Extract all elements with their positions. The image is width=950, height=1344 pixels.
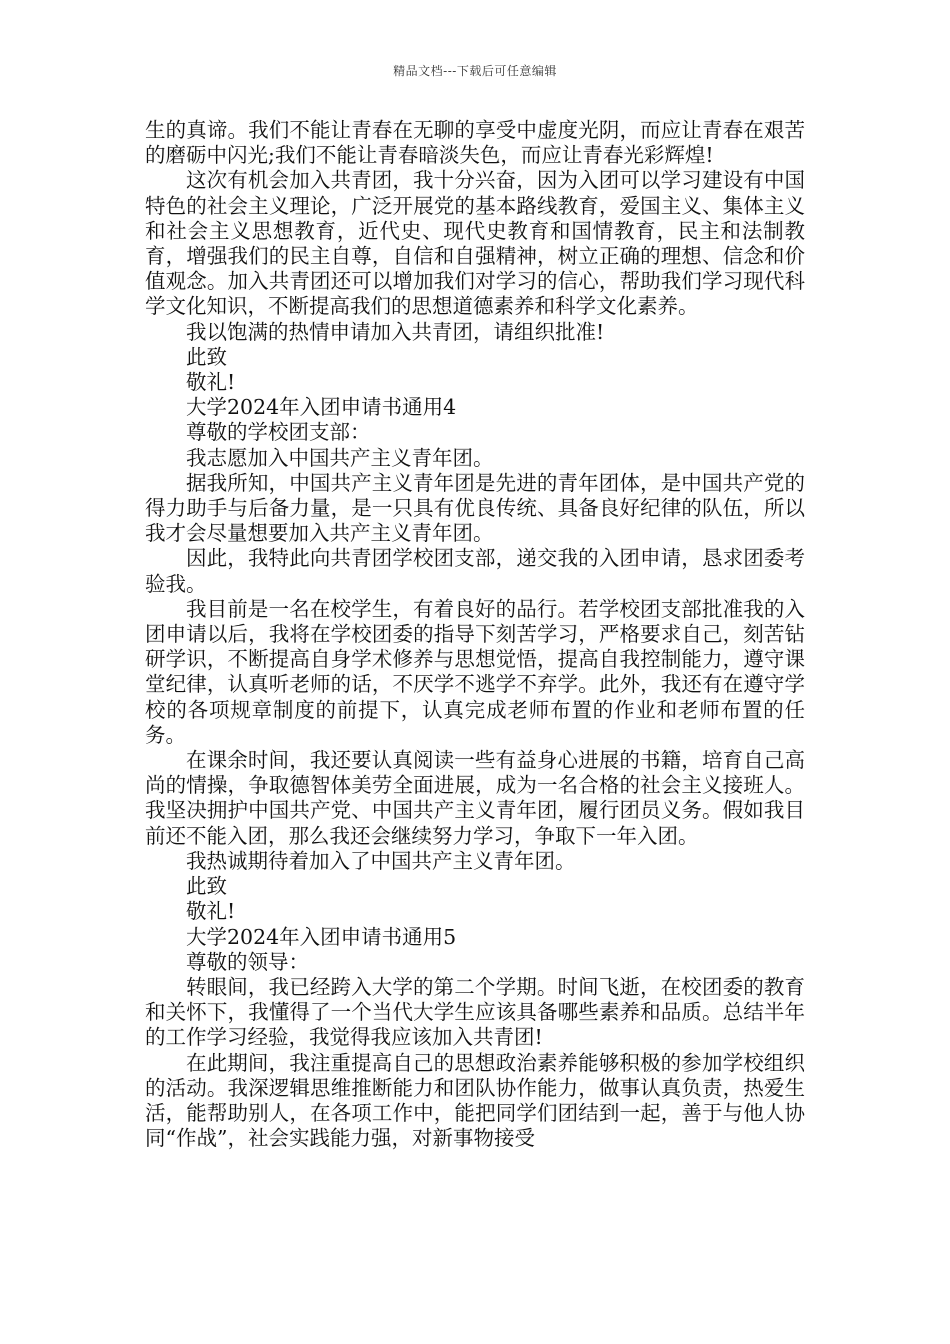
page-header: 精品文档---下载后可任意编辑 <box>393 64 557 78</box>
paragraph: 因此，我特此向共青团学校团支部，递交我的入团申请，恳求团委考验我。 <box>145 546 805 596</box>
paragraph: 我目前是一名在校学生，有着良好的品行。若学校团支部批准我的入团申请以后，我将在学校团委的指导下刻苦学习，严格要求自己，刻苦钻研学识，不断提高自身学术修养与思想觉悟，提高自我控制能力，遵守课堂纪律，认真听老师的话，不厌学不逃学不弃学。此外，我还有在遵守学校的各项规章制度的前提下，认真完成老师布置的作业和老师布置的任务。 <box>145 596 805 747</box>
paragraph: 在此期间，我注重提高自己的思想政治素养能够积极的参加学校组织的活动。我深逻辑思维推断能力和团队协作能力，做事认真负责，热爱生活，能帮助别人，在各项工作中，能把同学们团结到一起，善于与他人协同“作战”，社会实践能力强，对新事物接受 <box>145 1050 805 1151</box>
paragraph: 我热诚期待着加入了中国共产主义青年团。 <box>186 848 576 873</box>
closing-regards: 敬礼! <box>186 899 236 924</box>
document-body <box>145 118 805 1151</box>
paragraph: 这次有机会加入共青团，我十分兴奋，因为入团可以学习建设有中国特色的社会主义理论，广泛开展党的基本路线教育，爱国主义、集体主义和社会主义思想教育，近代史、现代史教育和国情教育，民主和法制教育，增强我们的民主自尊，自信和自强精神，树立正确的理想、信念和价值观念。加入共青团还可以增加我们对学习的信心，帮助我们学习现代科学文化知识，不断提高我们的思想道德素养和科学文化素养。 <box>145 168 805 319</box>
greeting: 尊敬的领导： <box>186 949 309 974</box>
paragraph: 生的真谛。我们不能让青春在无聊的享受中虚度光阴，而应让青春在艰苦的磨砺中闪光;我们不能让青春暗淡失色，而应让青春光彩辉煌! <box>145 118 805 168</box>
closing-salutation: 此致 <box>186 874 227 899</box>
paragraph: 我志愿加入中国共产主义青年团。 <box>186 445 494 470</box>
closing-regards: 敬礼! <box>186 370 236 395</box>
paragraph: 在课余时间，我还要认真阅读一些有益身心进展的书籍，培育自己高尚的情操，争取德智体美劳全面进展，成为一名合格的社会主义接班人。我坚决拥护中国共产党、中国共产主义青年团，履行团员义务。假如我目前还不能入团，那么我还会继续努力学习，争取下一年入团。 <box>145 748 805 848</box>
closing-salutation: 此致 <box>186 344 227 369</box>
paragraph: 我以饱满的热情申请加入共青团，请组织批准! <box>186 319 605 344</box>
paragraph: 据我所知，中国共产主义青年团是先进的青年团体，是中国共产党的得力助手与后备力量，是一只具有优良传统、具备良好纪律的队伍，所以我才会尽量想要加入共产主义青年团。 <box>145 470 805 546</box>
greeting: 尊敬的学校团支部： <box>186 420 371 445</box>
section-title: 大学2024年入团申请书通用4 <box>186 395 457 420</box>
paragraph: 转眼间，我已经跨入大学的第二个学期。时间飞逝，在校团委的教育和关怀下，我懂得了一个当代大学生应该具备哪些素养和品质。总结半年的工作学习经验，我觉得我应该加入共青团! <box>145 974 805 1050</box>
section-title: 大学2024年入团申请书通用5 <box>186 924 457 949</box>
